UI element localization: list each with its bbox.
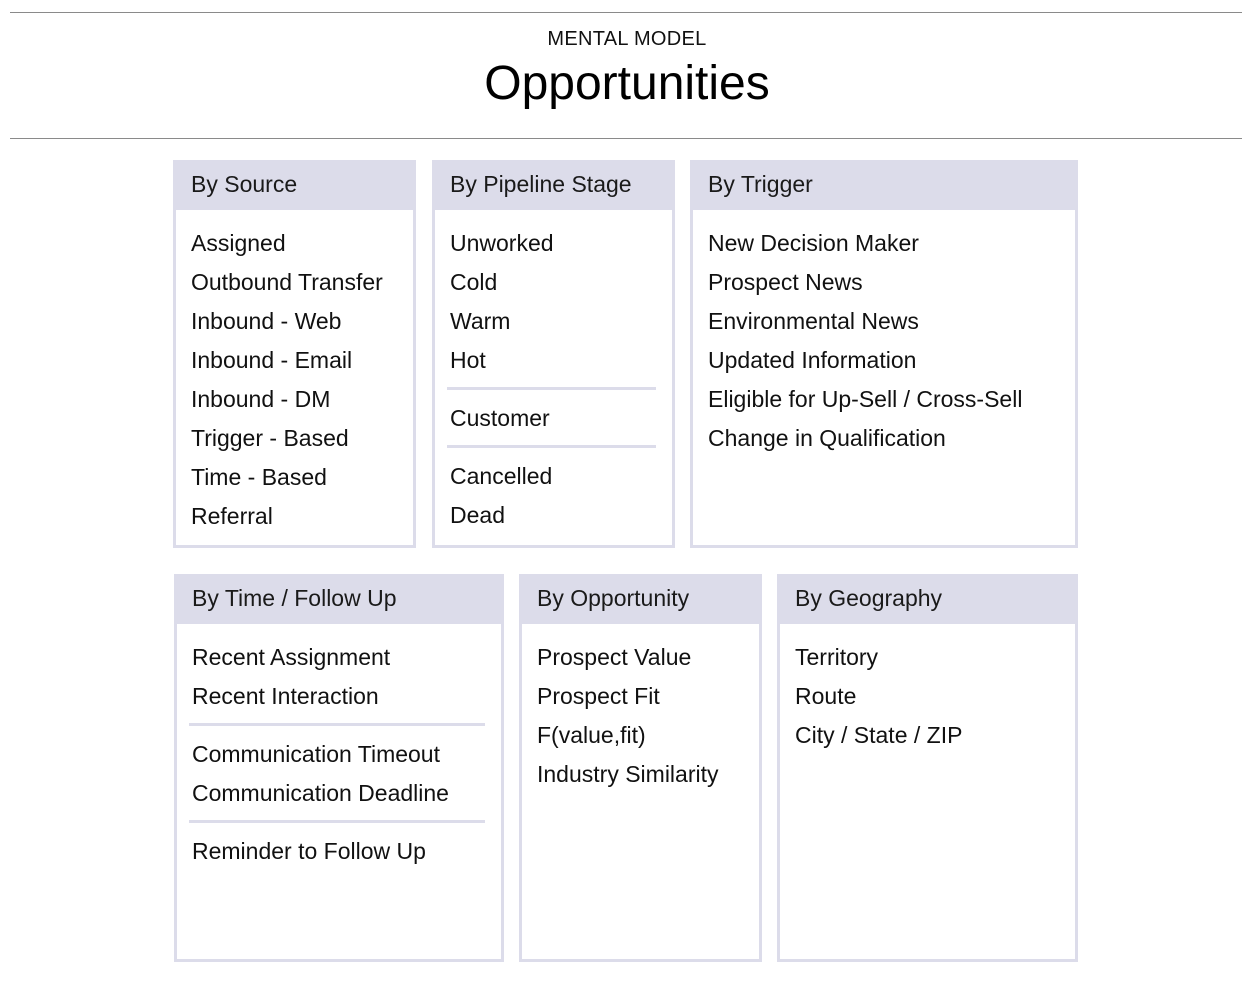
list-item: Outbound Transfer <box>191 269 383 295</box>
list-item: New Decision Maker <box>708 230 919 256</box>
list-item: Unworked <box>450 230 554 256</box>
list-item: Route <box>795 683 857 709</box>
list-item: Communication Timeout <box>192 741 440 767</box>
group-separator <box>447 445 656 448</box>
card-body <box>176 210 413 536</box>
list-item: Environmental News <box>708 308 919 334</box>
list-item: Dead <box>450 502 505 528</box>
list-item: Assigned <box>191 230 286 256</box>
list-item: F(value,fit) <box>537 722 646 748</box>
item-group <box>192 832 501 871</box>
list-item: Prospect News <box>708 269 863 295</box>
page-subtitle: MENTAL MODEL <box>547 28 707 50</box>
list-item: Eligible for Up-Sell / Cross-Sell <box>708 386 1023 412</box>
card-header: By Geography <box>780 577 1075 624</box>
item-group <box>450 457 672 535</box>
list-item: Updated Information <box>708 347 917 373</box>
list-item: Cold <box>450 269 498 295</box>
list-item: Time - Based <box>191 464 327 490</box>
list-item: Inbound - Email <box>191 347 353 373</box>
card-by-opportunity <box>519 574 762 962</box>
card-body <box>435 210 672 535</box>
list-item: City / State / ZIP <box>795 722 963 748</box>
card-by-geography <box>777 574 1078 962</box>
list-item: Referral <box>191 503 273 529</box>
item-group <box>450 224 672 380</box>
group-separator <box>189 723 485 726</box>
list-item: Prospect Fit <box>537 683 660 709</box>
card-by-time-follow-up <box>174 574 504 962</box>
group-separator <box>189 820 485 823</box>
item-group <box>708 224 1075 458</box>
list-item: Cancelled <box>450 463 553 489</box>
list-item: Industry Similarity <box>537 761 719 787</box>
item-group <box>537 638 759 794</box>
card-body <box>522 624 759 794</box>
item-group <box>192 638 501 716</box>
list-item: Recent Interaction <box>192 683 379 709</box>
card-header: By Pipeline Stage <box>435 163 672 210</box>
item-group <box>795 638 1075 755</box>
top-divider <box>10 12 1242 13</box>
list-item: Communication Deadline <box>192 780 449 806</box>
list-item: Trigger - Based <box>191 425 349 451</box>
header-divider <box>10 138 1242 139</box>
item-group <box>450 399 672 438</box>
list-item: Hot <box>450 347 486 373</box>
item-group <box>191 224 413 536</box>
card-body <box>693 210 1075 458</box>
card-header: By Opportunity <box>522 577 759 624</box>
list-item: Reminder to Follow Up <box>192 838 426 864</box>
card-by-trigger <box>690 160 1078 548</box>
list-item: Customer <box>450 405 550 431</box>
card-header: By Source <box>176 163 413 210</box>
card-by-source <box>173 160 416 548</box>
card-header: By Trigger <box>693 163 1075 210</box>
card-body <box>177 624 501 871</box>
list-item: Warm <box>450 308 511 334</box>
group-separator <box>447 387 656 390</box>
card-by-pipeline-stage <box>432 160 675 548</box>
page-title: Opportunities <box>484 57 770 110</box>
list-item: Inbound - Web <box>191 308 342 334</box>
list-item: Change in Qualification <box>708 425 946 451</box>
card-body <box>780 624 1075 755</box>
item-group <box>192 735 501 813</box>
list-item: Inbound - DM <box>191 386 331 412</box>
list-item: Recent Assignment <box>192 644 391 670</box>
card-header: By Time / Follow Up <box>177 577 501 624</box>
list-item: Prospect Value <box>537 644 692 670</box>
list-item: Territory <box>795 644 879 670</box>
